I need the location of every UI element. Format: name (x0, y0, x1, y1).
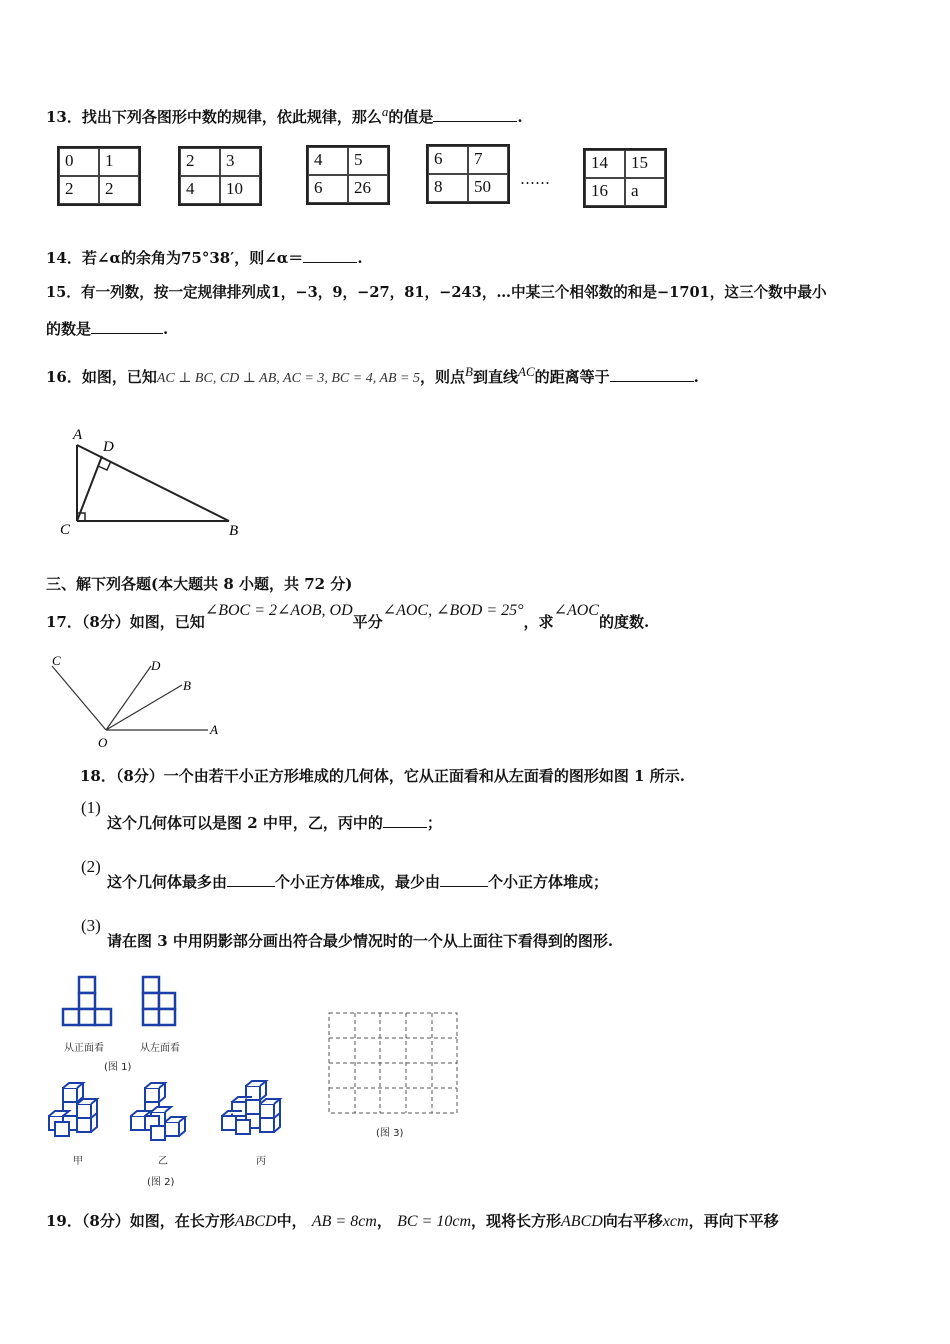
side-ab (77, 445, 229, 521)
q15-line1: 15．有一列数，按一定规律排列成1，−3，9，−27，81，−243，…中某三个相邻数的和是−1701，这三个数中最小 (46, 284, 827, 301)
label-c: C (52, 653, 61, 668)
label-c: C (60, 522, 71, 538)
q17-stem: 17．（8分）如图，已知∠BOC = 2∠AOB, OD平分∠AOC, ∠BOD = 25°，求∠AOC的度数. (46, 602, 650, 631)
fig2-solid-jia (45, 1082, 107, 1144)
fig2-label-bing: 丙 (256, 1156, 266, 1167)
fig2-label-jia: 甲 (73, 1156, 83, 1167)
fig3-caption: (图 3) (376, 1128, 404, 1139)
q13-ellipsis: …… (520, 170, 550, 188)
q15-line2: 的数是 . (46, 320, 169, 338)
section-3-title: 三、解下列各题(本大题共 8 小题，共 72 分) (46, 575, 353, 593)
fig3-dashed-grid[interactable] (328, 1012, 460, 1116)
q19-stem: 19．（8分）如图，在长方形ABCD中， AB = 8cm， BC = 10cm，现将长方形ABCD向右平移xcm，再向下平移 (46, 1212, 779, 1230)
label-a: A (73, 427, 83, 443)
ray-od (106, 666, 151, 730)
fig1-left-label: 从左面看 (140, 1043, 180, 1054)
q16-stem: 16．如图，已知AC ⊥ BC, CD ⊥ AB, AC = 3, BC = 4, AB = 5，则点$^B$到直线$^{AC}$的距离等于 . (46, 364, 699, 386)
label-o: O (98, 735, 108, 750)
label-b: B (229, 523, 239, 539)
ray-oc (52, 666, 106, 730)
label-d: D (103, 439, 114, 455)
q18-part3: 请在图 3 中用阴影部分画出符合最少情况时的一个从上面往下看得到的图形. (107, 932, 614, 950)
fig1-left-view (140, 975, 182, 1029)
q13-table-2: 2 3 4 10 (178, 146, 262, 206)
q13-table-5: 14 15 16 a (583, 148, 667, 208)
q18-stem: 18．（8分）一个由若干小正方形堆成的几何体，它从正面看和从左面看的图形如图 1 所示. (80, 767, 685, 785)
label-b: B (183, 678, 191, 693)
q14-stem: 14．若∠α的余角为75°38′，则∠α＝ . (46, 249, 363, 267)
q16-triangle-figure (55, 420, 255, 545)
fig2-solid-yi (127, 1082, 189, 1144)
fig2-caption: (图 2) (147, 1177, 175, 1188)
q13-table-1: 0 1 2 2 (57, 146, 141, 206)
q13-table-4: 6 7 8 50 (426, 144, 510, 204)
fig1-caption: (图 1) (104, 1062, 132, 1073)
ray-ob (106, 685, 182, 730)
q18-part1: 这个几何体可以是图 2 中甲，乙，丙中的 ； (107, 814, 442, 832)
q18-part3-number: (3) (81, 916, 101, 935)
fig2-label-yi: 乙 (158, 1156, 168, 1167)
q13-stem: 13．找出下列各图形中数的规律，依此规律，那么$^a$的值是 . (46, 104, 523, 126)
q18-part2: 这个几何体最多由 个小正方体堆成，最少由 个小正方体堆成； (107, 873, 609, 891)
fig2-solid-bing (220, 1080, 286, 1142)
q18-part2-number: (2) (81, 857, 101, 876)
label-a: A (210, 722, 218, 737)
q18-part1-number: (1) (81, 798, 101, 817)
q13-table-3: 4 5 6 26 (306, 145, 390, 205)
fig1-front-view (60, 975, 114, 1029)
q17-angle-figure (44, 652, 234, 752)
fig1-front-label: 从正面看 (64, 1043, 104, 1054)
label-d: D (151, 658, 161, 673)
